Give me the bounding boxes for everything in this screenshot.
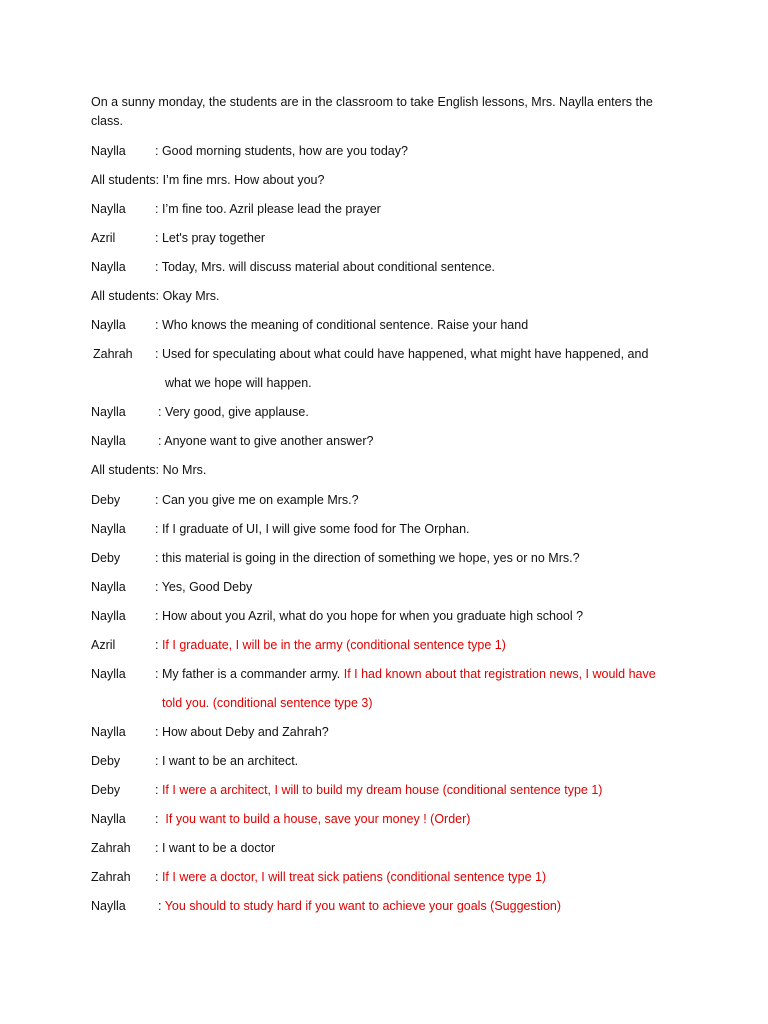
dialogue-text: How about you Azril, what do you hope for when you graduate high school ? [161, 609, 584, 623]
speaker-separator: : [158, 434, 165, 448]
dialogue-line [91, 143, 408, 160]
speaker-separator: : [155, 812, 166, 826]
speaker-separator: : [155, 463, 163, 477]
dialogue-line [91, 898, 561, 915]
dialogue-text: Let's pray together [161, 231, 266, 245]
dialogue-text-highlighted: If I graduate, I will be in the army (conditional sentence type 1) [161, 638, 506, 652]
speaker-separator: : [155, 173, 163, 187]
speaker-name: All students [91, 463, 156, 477]
speaker-name: Naylla [91, 609, 126, 623]
speaker-name: Naylla [91, 899, 126, 913]
dialogue-line [91, 782, 602, 799]
dialogue-line [91, 637, 506, 654]
dialogue-text: this material is going in the direction of something we hope, yes or no Mrs.? [161, 551, 580, 565]
dialogue-line [93, 346, 648, 363]
dialogue-line [91, 579, 252, 596]
speaker-separator: : [155, 347, 162, 361]
dialogue-text: Can you give me on example Mrs.? [161, 493, 359, 507]
speaker-separator: : [155, 783, 162, 797]
speaker-separator: : [155, 260, 162, 274]
dialogue-line [91, 608, 583, 625]
dialogue-text: I’m fine mrs. How about you? [162, 173, 325, 187]
speaker-name: Naylla [91, 434, 126, 448]
dialogue-text: Today, Mrs. will discuss material about conditional sentence. [161, 260, 495, 274]
dialogue-text-highlighted: You should to study hard if you want to achieve your goals (Suggestion) [164, 899, 562, 913]
speaker-separator: : [155, 144, 162, 158]
speaker-name: All students [91, 173, 156, 187]
dialogue-line [91, 462, 206, 479]
speaker-separator: : [155, 493, 162, 507]
speaker-separator: : [155, 318, 162, 332]
dialogue-line [91, 869, 546, 886]
dialogue-text: Who knows the meaning of conditional sentence. Raise your hand [161, 318, 529, 332]
dialogue-continuation: what we hope will happen. [165, 376, 312, 390]
speaker-name: Naylla [91, 725, 126, 739]
dialogue-line [91, 811, 470, 828]
speaker-separator: : [155, 754, 162, 768]
speaker-separator: : [155, 580, 162, 594]
speaker-name: Naylla [91, 260, 126, 274]
speaker-name: Naylla [91, 202, 126, 216]
dialogue-text-highlighted: If I were a doctor, I will treat sick patiens (conditional sentence type 1) [161, 870, 547, 884]
dialogue-text-highlighted: If I had known about that registration news, I would have [343, 667, 656, 681]
dialogue-line [91, 230, 265, 247]
dialogue-text: If I graduate of UI, I will give some food for The Orphan. [161, 522, 470, 536]
speaker-name: Naylla [91, 812, 126, 826]
dialogue-text: My father is a commander army. [161, 667, 344, 681]
speaker-name: Naylla [91, 667, 126, 681]
dialogue-text: I want to be an architect. [161, 754, 299, 768]
speaker-name: Azril [91, 231, 116, 245]
speaker-name: Deby [91, 783, 121, 797]
speaker-name: All students [91, 289, 156, 303]
speaker-name: Naylla [91, 522, 126, 536]
dialogue-line [91, 521, 470, 538]
speaker-name: Zahrah [93, 347, 133, 361]
speaker-name: Naylla [91, 144, 126, 158]
dialogue-line [91, 259, 495, 276]
speaker-name: Naylla [91, 580, 126, 594]
speaker-separator: : [155, 841, 162, 855]
speaker-separator: : [155, 638, 162, 652]
speaker-name: Zahrah [91, 870, 131, 884]
speaker-separator: : [158, 899, 165, 913]
dialogue-line [91, 753, 298, 770]
speaker-separator: : [155, 289, 163, 303]
intro-paragraph: On a sunny monday, the students are in the classroom to take English lessons, Mrs. Naylla enters the class. [91, 95, 653, 128]
speaker-separator: : [155, 609, 162, 623]
dialogue-line [91, 201, 381, 218]
speaker-separator: : [155, 231, 162, 245]
speaker-separator: : [155, 202, 162, 216]
dialogue-text: Very good, give applause. [164, 405, 309, 419]
speaker-separator: : [158, 405, 165, 419]
dialogue-line [91, 317, 528, 334]
speaker-name: Naylla [91, 318, 126, 332]
speaker-separator: : [155, 725, 162, 739]
dialogue-line [91, 492, 359, 509]
speaker-name: Naylla [91, 405, 126, 419]
dialogue-text: Okay Mrs. [162, 289, 220, 303]
dialogue-line [91, 172, 324, 189]
dialogue-text-highlighted: If I were a architect, I will to build my dream house (conditional sentence type 1) [161, 783, 603, 797]
dialogue-line [91, 666, 656, 683]
dialogue-line [91, 550, 580, 567]
dialogue-line [91, 724, 329, 741]
dialogue-text-highlighted: If you want to build a house, save your money ! (Order) [165, 812, 471, 826]
speaker-separator: : [155, 522, 162, 536]
speaker-name: Deby [91, 551, 121, 565]
speaker-separator: : [155, 551, 162, 565]
dialogue-text: Anyone want to give another answer? [164, 434, 374, 448]
speaker-separator: : [155, 667, 162, 681]
dialogue-line [91, 840, 275, 857]
dialogue-text: No Mrs. [162, 463, 207, 477]
dialogue-line [91, 404, 309, 421]
dialogue-line [91, 433, 373, 450]
dialogue-text: Good morning students, how are you today? [161, 144, 408, 158]
speaker-name: Zahrah [91, 841, 131, 855]
dialogue-text: Yes, Good Deby [161, 580, 253, 594]
speaker-name: Deby [91, 493, 121, 507]
speaker-name: Azril [91, 638, 116, 652]
dialogue-text: I’m fine too. Azril please lead the prayer [161, 202, 381, 216]
speaker-separator: : [155, 870, 162, 884]
dialogue-text: I want to be a doctor [161, 841, 276, 855]
dialogue-continuation-red: told you. (conditional sentence type 3) [162, 696, 373, 710]
dialogue-text: Used for speculating about what could have happened, what might have happened, and [161, 347, 649, 361]
dialogue-line [91, 288, 220, 305]
speaker-name: Deby [91, 754, 121, 768]
dialogue-text: How about Deby and Zahrah? [161, 725, 329, 739]
